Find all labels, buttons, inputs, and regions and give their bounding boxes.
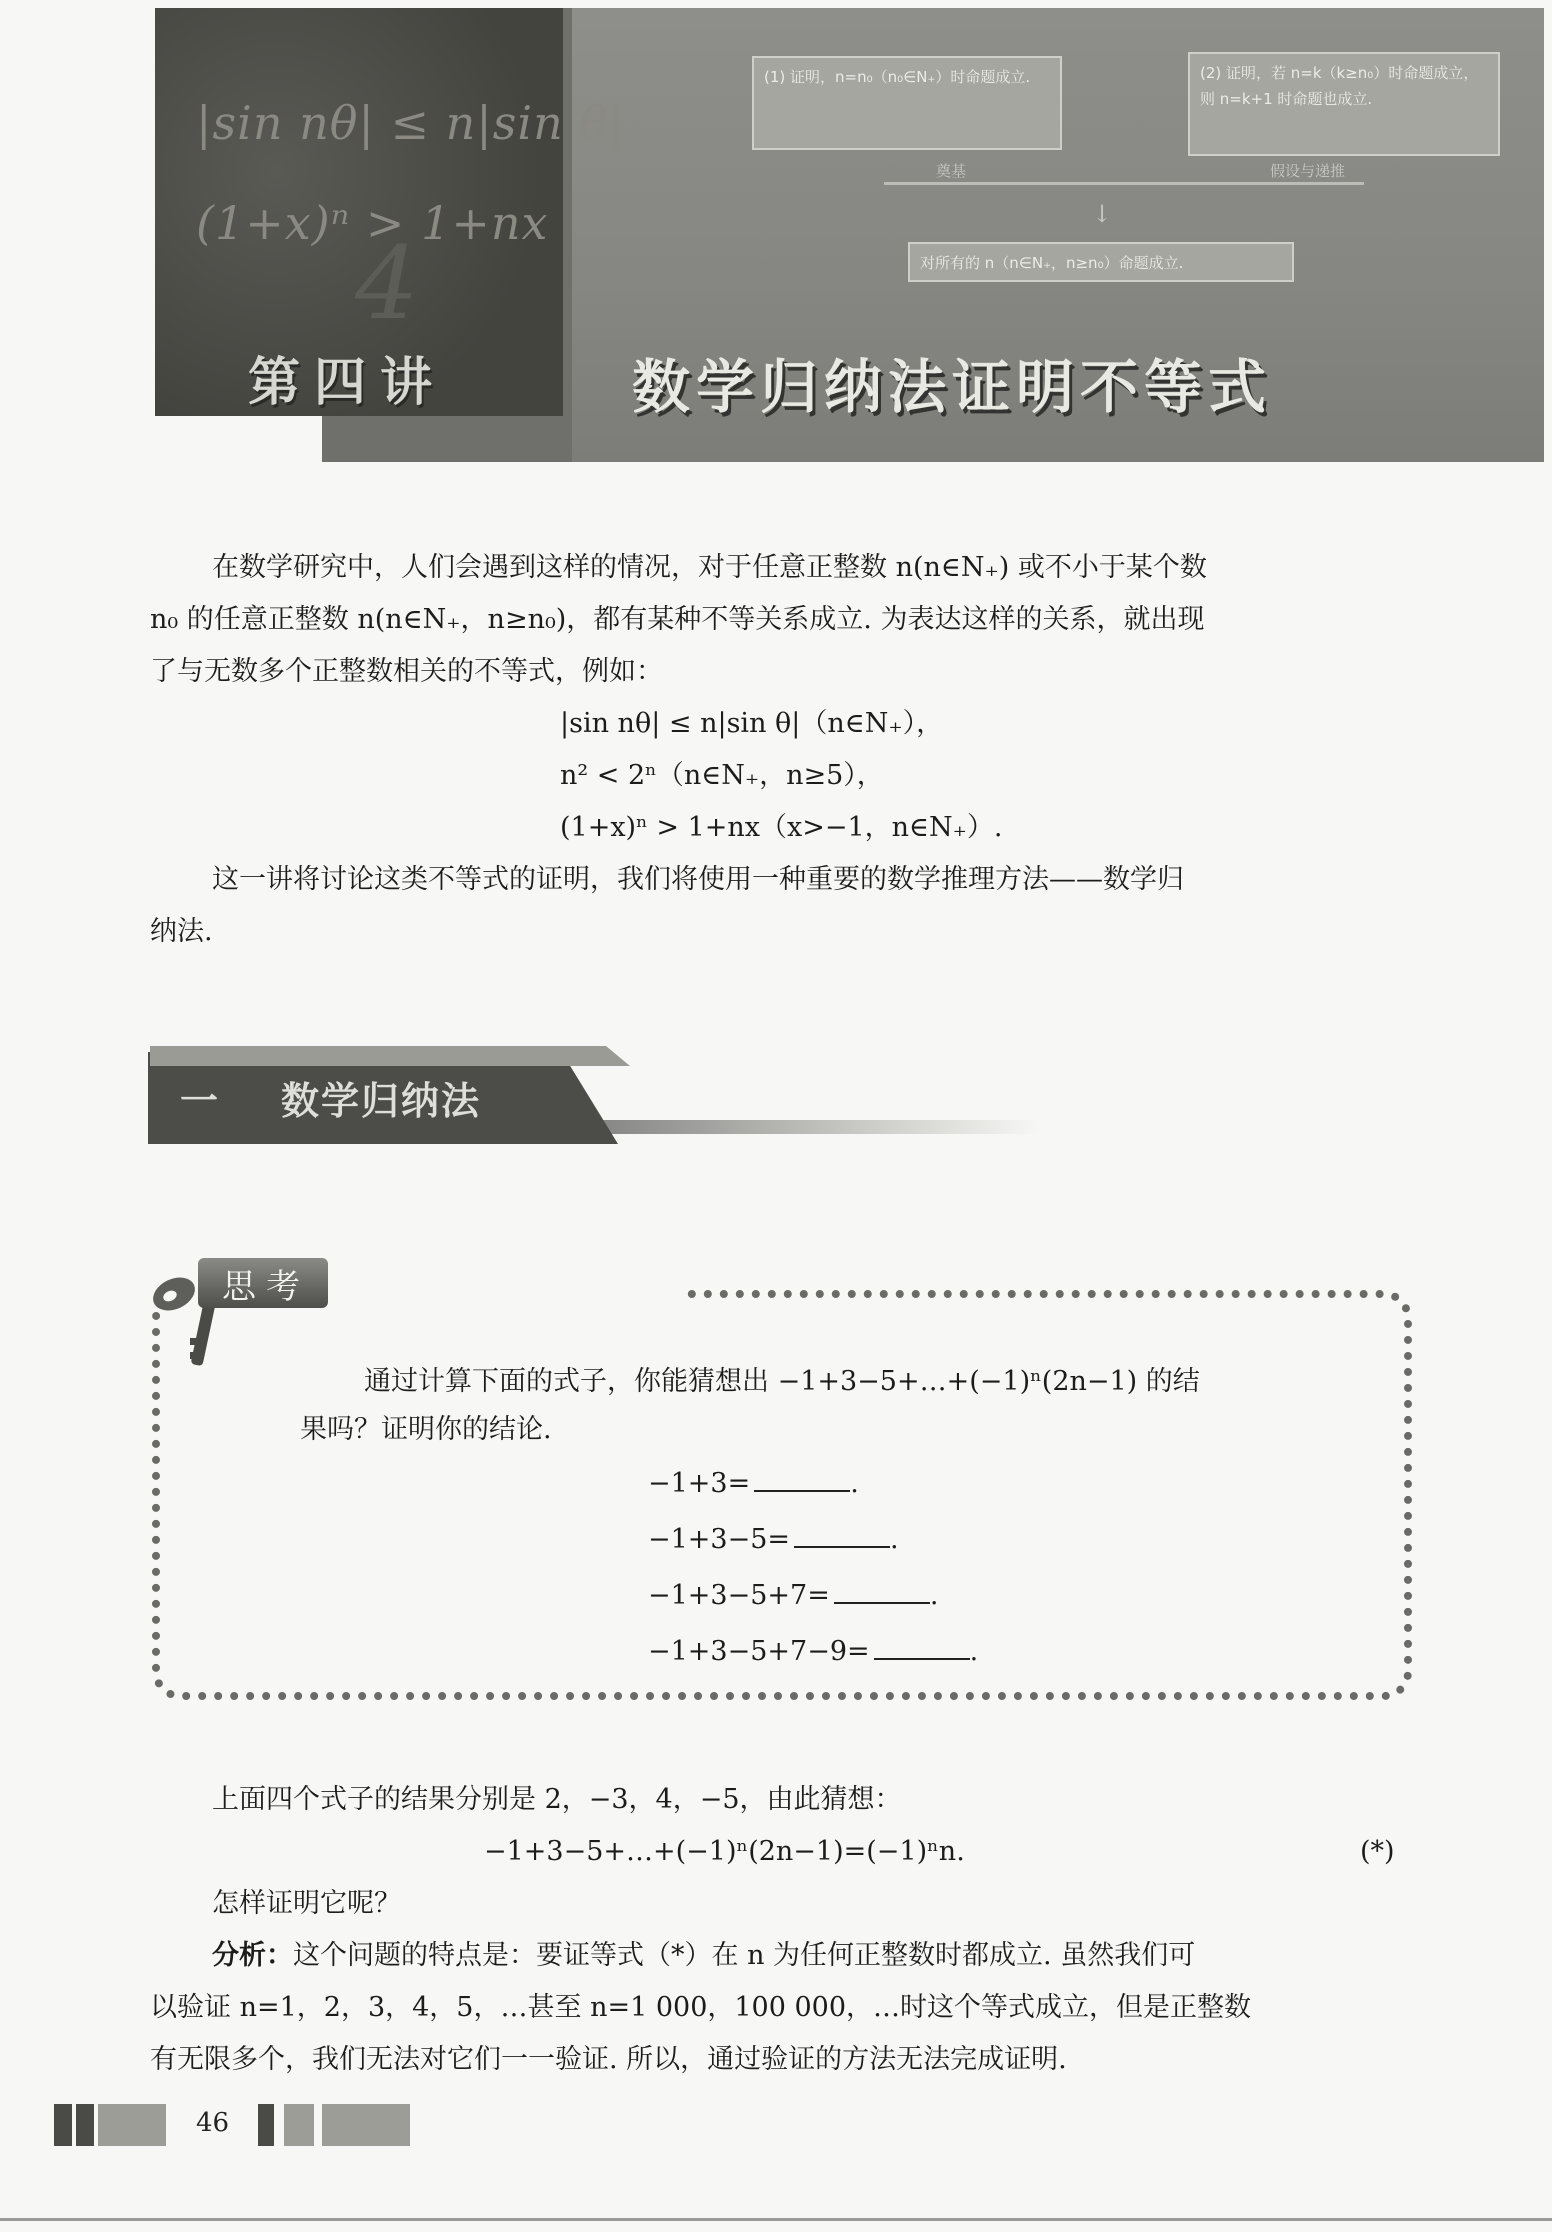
big-numeral: 4 (355, 225, 419, 342)
body-formula-tag: (*) (1360, 1836, 1395, 1867)
think-label: 思考 (222, 1267, 310, 1307)
intro-line-1: 在数学研究中，人们会遇到这样的情况，对于任意正整数 n(n∈N₊) 或不小于某个数 (212, 552, 1207, 583)
flow-box-conclusion: 对所有的 n（n∈N₊，n≥n₀）命题成立. (908, 242, 1294, 282)
body-line-2: 怎样证明它呢？ (212, 1888, 401, 1919)
section-number: 一 (180, 1079, 221, 1123)
equation-text: −1+3−5= (648, 1524, 791, 1555)
footer-block (258, 2104, 274, 2146)
flow-label-base: 奠基 (936, 162, 967, 180)
equation-text: −1+3−5+7−9= (648, 1636, 870, 1667)
section-header-highlight (150, 1046, 630, 1066)
bottom-rule (0, 2218, 1552, 2221)
answer-blank[interactable] (754, 1464, 850, 1492)
think-equation-1: −1+3= . (648, 1458, 859, 1510)
flow-connector-line (884, 182, 1364, 185)
analysis-text: 这个问题的特点是：要证等式（*）在 n 为任何正整数时都成立. 虽然我们可 (293, 1940, 1196, 1971)
body-line-1: 上面四个式子的结果分别是 2，−3，4，−5，由此猜想： (212, 1784, 902, 1815)
answer-blank[interactable] (834, 1576, 930, 1604)
intro-formula-1: |sin nθ| ≤ n|sin θ|（n∈N₊）， (560, 708, 944, 739)
arrow-down-icon: ↓ (1092, 200, 1113, 228)
footer-block (284, 2104, 314, 2146)
ghost-formula-2: (1+x)ⁿ > 1+nx (196, 196, 549, 250)
lecture-title: 数学归纳法证明不等式 (632, 353, 1273, 421)
section-title-text: 数学归纳法 (280, 1079, 481, 1123)
footer-block (98, 2104, 166, 2146)
answer-blank[interactable] (874, 1632, 970, 1660)
page-number: 46 (196, 2108, 230, 2138)
footer-block (76, 2104, 94, 2146)
think-line-2: 果吗？证明你的结论. (300, 1414, 552, 1445)
think-equation-3: −1+3−5+7= . (648, 1570, 938, 1622)
equation-text: −1+3−5+7= (648, 1580, 830, 1611)
body-line-4: 以验证 n=1，2，3，4，5，…甚至 n=1 000，100 000，…时这个等式成立，但是正整数 (150, 1992, 1252, 2023)
footer-block (54, 2104, 72, 2146)
flow-label-induction: 假设与递推 (1270, 162, 1346, 180)
analysis-label: 分析： (212, 1940, 293, 1971)
footer-block (322, 2104, 410, 2146)
section-header-tail (540, 1120, 1040, 1134)
intro-line-2: n₀ 的任意正整数 n(n∈N₊，n≥n₀)，都有某种不等关系成立. 为表达这样的关系，就出现 (150, 604, 1205, 635)
intro-formula-3: (1+x)ⁿ > 1+nx（x>−1，n∈N₊）. (560, 812, 1003, 843)
body-formula: −1+3−5+…+(−1)ⁿ(2n−1)=(−1)ⁿn. (484, 1836, 965, 1867)
intro-formula-2: n² < 2ⁿ（n∈N₊，n≥5）， (560, 760, 884, 791)
think-equation-2: −1+3−5= . (648, 1514, 899, 1566)
body-line-3 (212, 1930, 1195, 1982)
think-equation-4: −1+3−5+7−9= . (648, 1626, 978, 1678)
flow-box-base-case: (1) 证明，n=n₀（n₀∈N₊）时命题成立. (752, 56, 1062, 150)
think-line-1: 通过计算下面的式子，你能猜想出 −1+3−5+…+(−1)ⁿ(2n−1) 的结 (364, 1366, 1200, 1397)
section-title (180, 1070, 481, 1125)
intro-line-3: 了与无数多个正整数相关的不等式，例如： (150, 656, 663, 687)
answer-blank[interactable] (794, 1520, 890, 1548)
intro-line-4: 这一讲将讨论这类不等式的证明，我们将使用一种重要的数学推理方法——数学归 (212, 864, 1184, 895)
lecture-number: 第四讲 (248, 353, 447, 413)
ghost-formula-1: |sin nθ| ≤ n|sin θ| (196, 96, 625, 150)
intro-line-5: 纳法. (150, 916, 213, 947)
body-line-5: 有无限多个，我们无法对它们一一验证. 所以，通过验证的方法无法完成证明. (150, 2044, 1067, 2075)
equation-text: −1+3= (648, 1468, 751, 1499)
flow-box-inductive-step: (2) 证明，若 n=k（k≥n₀）时命题成立，则 n=k+1 时命题也成立. (1188, 52, 1500, 156)
